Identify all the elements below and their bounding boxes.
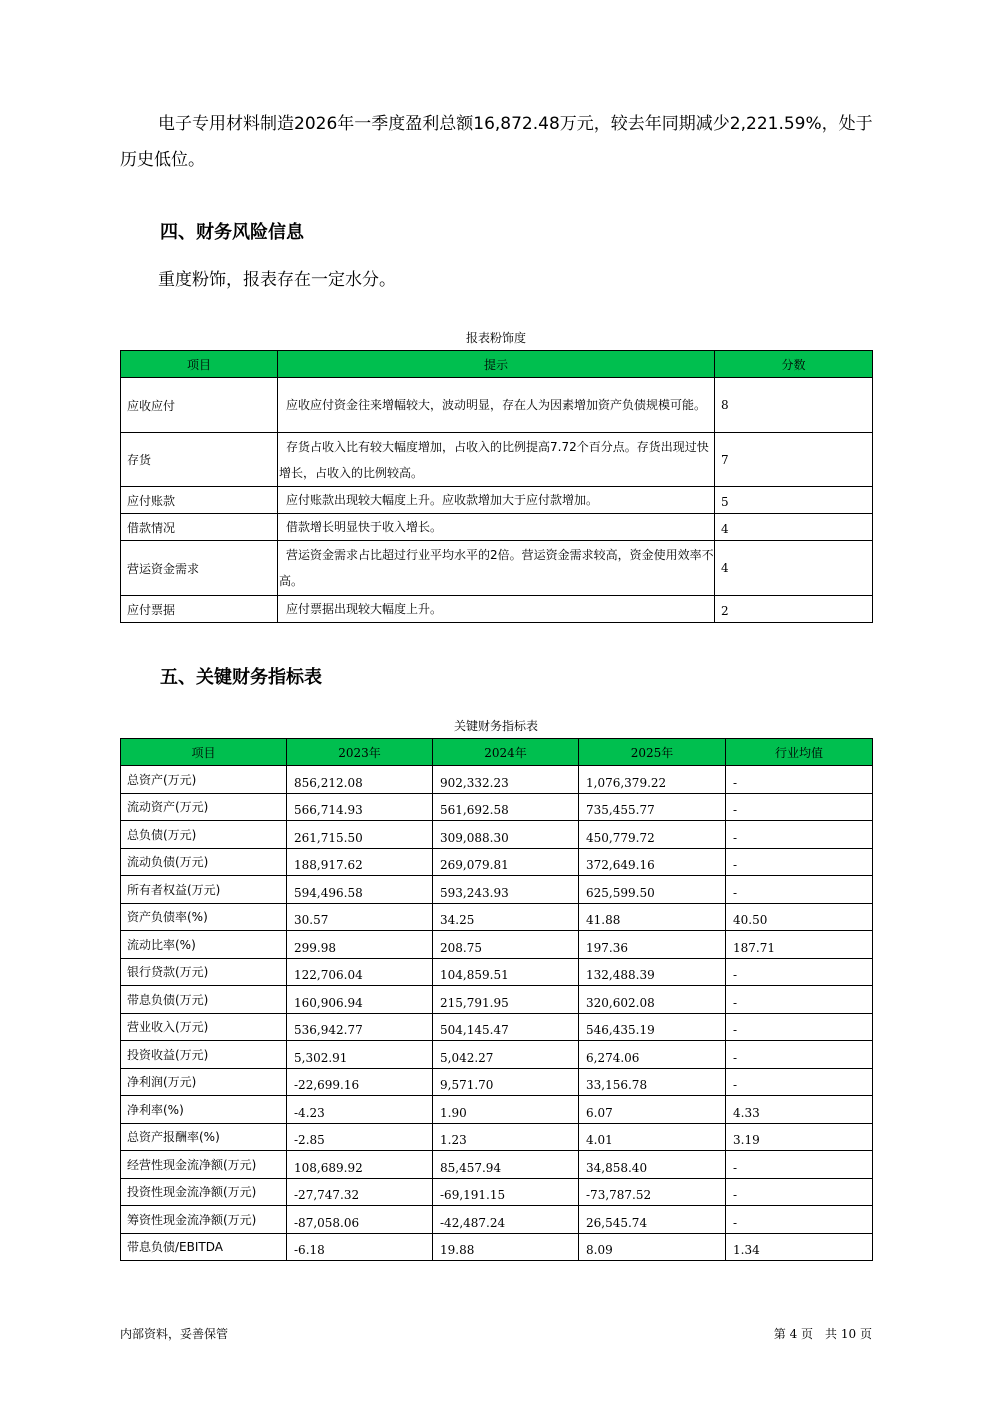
- kpi-header-industry-avg: 行业均值: [726, 739, 873, 766]
- kpi-value-2025: 8.09: [579, 1233, 726, 1261]
- footer-page-prefix: 第: [773, 1327, 786, 1341]
- kpi-label: 所有者权益(万元): [121, 876, 287, 904]
- table-row: [121, 1068, 873, 1096]
- risk-header-item: 项目: [121, 351, 278, 378]
- kpi-value-2025: 6.07: [579, 1096, 726, 1124]
- kpi-value-2023: 299.98: [287, 931, 433, 959]
- kpi-value-2025: 33,156.78: [579, 1068, 726, 1096]
- table-row: [121, 931, 873, 959]
- table-row: [121, 487, 873, 514]
- kpi-label: 带息负债/EBITDA: [121, 1233, 287, 1261]
- risk-item: 存货: [121, 433, 278, 487]
- footer-total-pages: 10: [840, 1327, 857, 1341]
- table-row: [121, 766, 873, 794]
- kpi-industry-avg: 187.71: [726, 931, 873, 959]
- kpi-value-2023: -2.85: [287, 1123, 433, 1151]
- kpi-industry-avg: 1.34: [726, 1233, 873, 1261]
- kpi-label: 经营性现金流净额(万元): [121, 1151, 287, 1179]
- kpi-industry-avg: -: [726, 1178, 873, 1206]
- kpi-label: 总负债(万元): [121, 821, 287, 849]
- table-row: [121, 433, 873, 487]
- risk-hint: 应付账款出现较大幅度上升。应收款增加大于应付款增加。: [278, 487, 715, 514]
- kpi-industry-avg: -: [726, 876, 873, 904]
- kpi-label: 总资产(万元): [121, 766, 287, 794]
- risk-item: 营运资金需求: [121, 541, 278, 596]
- kpi-value-2024: 561,692.58: [433, 793, 579, 821]
- kpi-value-2025: 132,488.39: [579, 958, 726, 986]
- kpi-value-2023: 261,715.50: [287, 821, 433, 849]
- kpi-value-2024: -69,191.15: [433, 1178, 579, 1206]
- table-row: [121, 1206, 873, 1234]
- risk-item: 借款情况: [121, 514, 278, 541]
- risk-hint: 借款增长明显快于收入增长。: [278, 514, 715, 541]
- kpi-industry-avg: -: [726, 1068, 873, 1096]
- section-heading-risk: 四、财务风险信息: [160, 222, 304, 243]
- kpi-industry-avg: -: [726, 986, 873, 1014]
- kpi-value-2023: 122,706.04: [287, 958, 433, 986]
- risk-table-header-row: [121, 351, 873, 378]
- footer-confidential-note: 内部资料，妥善保管: [120, 1327, 229, 1341]
- kpi-value-2024: 34.25: [433, 903, 579, 931]
- kpi-industry-avg: -: [726, 1041, 873, 1069]
- risk-item: 应付票据: [121, 596, 278, 623]
- footer-page-mid: 页 共: [801, 1327, 838, 1341]
- table-row: [121, 793, 873, 821]
- risk-score: 7: [715, 433, 873, 487]
- table-row: [121, 1096, 873, 1124]
- risk-item: 应收应付: [121, 378, 278, 433]
- kpi-value-2024: 902,332.23: [433, 766, 579, 794]
- kpi-value-2025: 41.88: [579, 903, 726, 931]
- kpi-industry-avg: -: [726, 793, 873, 821]
- intro-paragraph: 电子专用材料制造2026年一季度盈利总额16,872.48万元，较去年同期减少2,221.59%，处于历史低位。: [120, 114, 873, 170]
- kpi-industry-avg: -: [726, 1151, 873, 1179]
- kpi-value-2024: 208.75: [433, 931, 579, 959]
- kpi-value-2023: 30.57: [287, 903, 433, 931]
- kpi-industry-avg: -: [726, 958, 873, 986]
- kpi-value-2024: 593,243.93: [433, 876, 579, 904]
- kpi-value-2024: 5,042.27: [433, 1041, 579, 1069]
- kpi-value-2023: -22,699.16: [287, 1068, 433, 1096]
- kpi-value-2023: -6.18: [287, 1233, 433, 1261]
- risk-score: 4: [715, 514, 873, 541]
- kpi-label: 筹资性现金流净额(万元): [121, 1206, 287, 1234]
- kpi-header-2025: 2025年: [579, 739, 726, 766]
- kpi-value-2023: 160,906.94: [287, 986, 433, 1014]
- kpi-industry-avg: -: [726, 1206, 873, 1234]
- risk-summary-paragraph: 重度粉饰，报表存在一定水分。: [158, 270, 396, 290]
- risk-score: 4: [715, 541, 873, 596]
- risk-hint: 存货占收入比有较大幅度增加，占收入的比例提高7.72个百分点。存货出现过快增长，占收入的比例较高。: [278, 433, 715, 487]
- risk-header-score: 分数: [715, 351, 873, 378]
- risk-item: 应付账款: [121, 487, 278, 514]
- table-row: [121, 1151, 873, 1179]
- risk-score: 8: [715, 378, 873, 433]
- table-row: [121, 1178, 873, 1206]
- kpi-label: 投资收益(万元): [121, 1041, 287, 1069]
- kpi-value-2025: -73,787.52: [579, 1178, 726, 1206]
- kpi-value-2024: 104,859.51: [433, 958, 579, 986]
- table-row: [121, 514, 873, 541]
- kpi-label: 总资产报酬率(%): [121, 1123, 287, 1151]
- kpi-value-2024: 19.88: [433, 1233, 579, 1261]
- kpi-label: 流动资产(万元): [121, 793, 287, 821]
- table-row: [121, 821, 873, 849]
- kpi-industry-avg: -: [726, 821, 873, 849]
- kpi-value-2024: 309,088.30: [433, 821, 579, 849]
- risk-hint: 应收应付资金往来增幅较大，波动明显，存在人为因素增加资产负债规模可能。: [278, 378, 715, 433]
- kpi-value-2024: 1.23: [433, 1123, 579, 1151]
- table-row: [121, 958, 873, 986]
- risk-table: [120, 350, 873, 623]
- kpi-label: 银行贷款(万元): [121, 958, 287, 986]
- table-row: [121, 903, 873, 931]
- table-row: [121, 1123, 873, 1151]
- kpi-value-2023: -4.23: [287, 1096, 433, 1124]
- kpi-label: 净利率(%): [121, 1096, 287, 1124]
- kpi-label: 净利润(万元): [121, 1068, 287, 1096]
- kpi-industry-avg: -: [726, 848, 873, 876]
- kpi-industry-avg: 4.33: [726, 1096, 873, 1124]
- kpi-industry-avg: -: [726, 1013, 873, 1041]
- kpi-table: [120, 738, 873, 1261]
- table-row: [121, 541, 873, 596]
- kpi-value-2023: 5,302.91: [287, 1041, 433, 1069]
- kpi-value-2024: 85,457.94: [433, 1151, 579, 1179]
- kpi-value-2025: 735,455.77: [579, 793, 726, 821]
- kpi-value-2025: 4.01: [579, 1123, 726, 1151]
- kpi-header-2023: 2023年: [287, 739, 433, 766]
- kpi-label: 流动负债(万元): [121, 848, 287, 876]
- kpi-value-2024: 269,079.81: [433, 848, 579, 876]
- table-row: [121, 1233, 873, 1261]
- risk-score: 2: [715, 596, 873, 623]
- table-row: [121, 596, 873, 623]
- kpi-label: 流动比率(%): [121, 931, 287, 959]
- section-heading-kpi: 五、关键财务指标表: [160, 667, 322, 688]
- table-row: [121, 876, 873, 904]
- kpi-value-2024: 1.90: [433, 1096, 579, 1124]
- kpi-label: 资产负债率(%): [121, 903, 287, 931]
- kpi-value-2024: -42,487.24: [433, 1206, 579, 1234]
- table-row: [121, 848, 873, 876]
- table-row: [121, 378, 873, 433]
- table-row: [121, 986, 873, 1014]
- kpi-header-item: 项目: [121, 739, 287, 766]
- table-row: [121, 1013, 873, 1041]
- kpi-value-2023: -87,058.06: [287, 1206, 433, 1234]
- kpi-value-2025: 34,858.40: [579, 1151, 726, 1179]
- kpi-label: 带息负债(万元): [121, 986, 287, 1014]
- kpi-label: 投资性现金流净额(万元): [121, 1178, 287, 1206]
- kpi-value-2025: 372,649.16: [579, 848, 726, 876]
- kpi-value-2023: 108,689.92: [287, 1151, 433, 1179]
- footer-page-number: 4: [789, 1327, 798, 1341]
- kpi-table-caption: 关键财务指标表: [453, 719, 538, 733]
- kpi-value-2025: 546,435.19: [579, 1013, 726, 1041]
- risk-score: 5: [715, 487, 873, 514]
- risk-hint: 营运资金需求占比超过行业平均水平的2倍。营运资金需求较高，资金使用效率不高。: [278, 541, 715, 596]
- risk-table-caption: 报表粉饰度: [465, 331, 526, 345]
- kpi-label: 营业收入(万元): [121, 1013, 287, 1041]
- table-row: [121, 1041, 873, 1069]
- kpi-value-2025: 26,545.74: [579, 1206, 726, 1234]
- footer-page-indicator: [774, 1325, 872, 1342]
- kpi-table-header-row: [121, 739, 873, 766]
- kpi-value-2025: 1,076,379.22: [579, 766, 726, 794]
- kpi-value-2023: 856,212.08: [287, 766, 433, 794]
- kpi-industry-avg: -: [726, 766, 873, 794]
- kpi-industry-avg: 3.19: [726, 1123, 873, 1151]
- kpi-value-2023: 566,714.93: [287, 793, 433, 821]
- kpi-value-2025: 320,602.08: [579, 986, 726, 1014]
- kpi-industry-avg: 40.50: [726, 903, 873, 931]
- kpi-value-2023: 594,496.58: [287, 876, 433, 904]
- kpi-value-2025: 625,599.50: [579, 876, 726, 904]
- kpi-value-2024: 504,145.47: [433, 1013, 579, 1041]
- risk-hint: 应付票据出现较大幅度上升。: [278, 596, 715, 623]
- kpi-value-2025: 450,779.72: [579, 821, 726, 849]
- kpi-value-2025: 6,274.06: [579, 1041, 726, 1069]
- kpi-header-2024: 2024年: [433, 739, 579, 766]
- kpi-value-2023: 188,917.62: [287, 848, 433, 876]
- kpi-value-2023: -27,747.32: [287, 1178, 433, 1206]
- kpi-value-2023: 536,942.77: [287, 1013, 433, 1041]
- risk-header-hint: 提示: [278, 351, 715, 378]
- footer-page-suffix: 页: [859, 1327, 872, 1341]
- kpi-value-2024: 9,571.70: [433, 1068, 579, 1096]
- kpi-value-2025: 197.36: [579, 931, 726, 959]
- kpi-value-2024: 215,791.95: [433, 986, 579, 1014]
